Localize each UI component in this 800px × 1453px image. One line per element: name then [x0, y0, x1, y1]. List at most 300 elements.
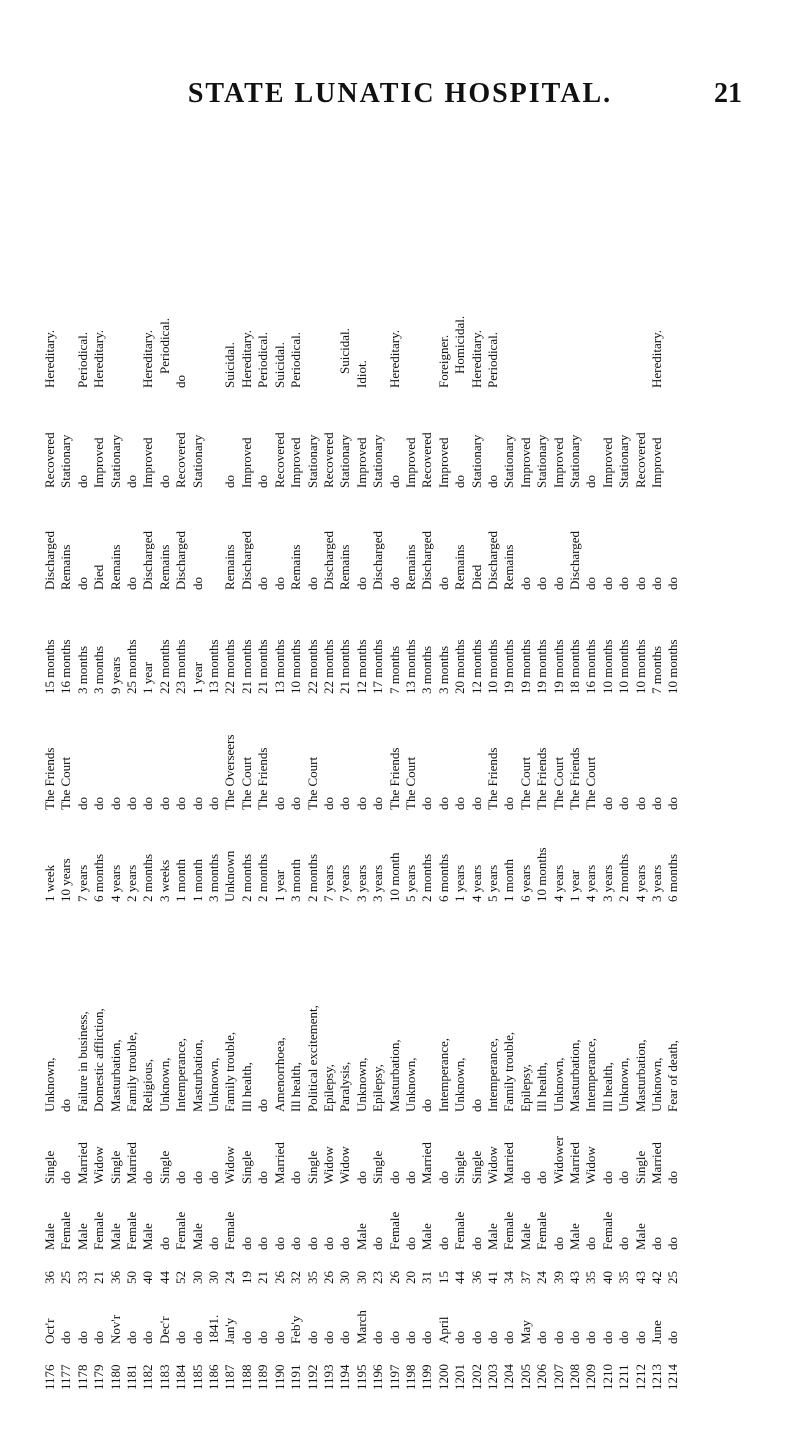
admission-date-cell: March	[353, 1310, 369, 1344]
time-in-hospital-cell: 3 months	[419, 645, 435, 694]
patient-age-cell: 40	[140, 1271, 156, 1284]
duration-before-admission-cell: 7 years	[74, 864, 90, 902]
condition-cell: Improved	[517, 437, 533, 488]
condition-cell	[665, 390, 681, 490]
condition-cell: Improved	[402, 437, 418, 488]
supposed-cause-cell: Unknown,	[550, 1057, 566, 1112]
time-in-hospital-cell: 10 months	[484, 639, 500, 694]
result-cell: Remains	[156, 544, 172, 590]
time-in-hospital-cell: 21 months	[337, 639, 353, 694]
time-in-hospital-cell: 19 months	[534, 639, 550, 694]
table-row	[124, 4, 140, 1392]
committed-by-cell: do	[189, 797, 205, 810]
patient-age-cell: 43	[632, 1271, 648, 1284]
patient-number-cell: 1187	[222, 1364, 238, 1390]
time-in-hospital-cell: 3 months	[91, 645, 107, 694]
patient-number-cell: 1210	[599, 1364, 615, 1390]
committed-by-cell: The Court	[238, 756, 254, 810]
condition-cell: Improved	[91, 437, 107, 488]
patient-sex-cell: Female	[534, 1211, 550, 1250]
result-cell: Remains	[58, 544, 74, 590]
duration-before-admission-cell: 6 months	[435, 853, 451, 902]
committed-by-cell: do	[468, 797, 484, 810]
table-row	[206, 4, 222, 1392]
civil-condition-cell: Married	[124, 1142, 140, 1184]
patient-number-cell: 1207	[550, 1364, 566, 1390]
patient-sex-cell: Male	[517, 1223, 533, 1250]
condition-cell: Improved	[649, 437, 665, 488]
supposed-cause-cell: Ill health,	[288, 1062, 304, 1112]
patient-sex-cell: do	[288, 1237, 304, 1250]
supposed-cause-cell: Family trouble,	[222, 1031, 238, 1112]
patient-sex-cell: Female	[599, 1211, 615, 1250]
patient-number-cell: 1195	[353, 1364, 369, 1390]
duration-before-admission-cell: 10 months	[534, 847, 550, 902]
patient-age-cell: 44	[156, 1271, 172, 1284]
remarks-cell: Idiot.	[353, 360, 369, 388]
duration-before-admission-cell: 2 months	[304, 853, 320, 902]
patient-number-cell: 1188	[238, 1364, 254, 1390]
supposed-cause-cell: Epilepsy,	[370, 1064, 386, 1112]
admission-date-cell: May	[517, 1320, 533, 1344]
duration-before-admission-cell: 7 years	[320, 864, 336, 902]
duration-before-admission-cell: 6 months	[665, 853, 681, 902]
table-row	[436, 4, 452, 1392]
patient-sex-cell: do	[271, 1237, 287, 1250]
duration-before-admission-cell: 1 month	[173, 859, 189, 902]
condition-cell: do	[255, 475, 271, 488]
committed-by-cell: do	[271, 797, 287, 810]
result-cell: do	[665, 577, 681, 590]
patient-age-cell: 30	[189, 1271, 205, 1284]
civil-condition-cell: Married	[567, 1142, 582, 1184]
condition-cell: Recovered	[271, 432, 287, 488]
patient-number-cell: 1201	[452, 1364, 468, 1390]
result-cell: do	[435, 577, 451, 590]
time-in-hospital-cell: 1 year	[140, 661, 156, 694]
admission-date-cell: do	[550, 1331, 566, 1344]
patient-age-cell: 40	[599, 1271, 615, 1284]
admission-date-cell: do	[271, 1331, 287, 1344]
duration-before-admission-cell: 6 years	[517, 864, 533, 902]
admission-date-cell: do	[91, 1331, 107, 1344]
supposed-cause-cell: Family trouble,	[124, 1031, 140, 1112]
time-in-hospital-cell: 19 months	[517, 639, 533, 694]
supposed-cause-cell: do	[255, 1099, 271, 1112]
patient-sex-cell: do	[320, 1237, 336, 1250]
time-in-hospital-cell: 20 months	[452, 639, 468, 694]
committed-by-cell: do	[173, 797, 189, 810]
supposed-cause-cell: Unknown,	[616, 1057, 632, 1112]
patient-sex-cell: do	[255, 1237, 271, 1250]
committed-by-cell: do	[74, 797, 90, 810]
admission-date-cell: do	[189, 1331, 205, 1344]
table-row	[600, 4, 616, 1392]
condition-cell: Improved	[550, 437, 566, 488]
admission-date-cell: do	[583, 1331, 599, 1344]
duration-before-admission-cell: 5 years	[484, 864, 500, 902]
patient-sex-cell: Male	[419, 1223, 435, 1250]
result-cell: Remains	[288, 544, 304, 590]
committed-by-cell: The Court	[517, 756, 533, 810]
remarks-cell	[452, 4, 468, 390]
time-in-hospital-cell: 22 months	[320, 639, 336, 694]
remarks-cell: do	[173, 375, 189, 388]
patient-number-cell: 1214	[665, 1364, 681, 1390]
patient-age-cell: 35	[583, 1271, 599, 1284]
patient-age-cell: 35	[616, 1271, 632, 1284]
patient-age-cell: 26	[386, 1271, 402, 1284]
duration-before-admission-cell: 10 years	[58, 858, 74, 902]
duration-before-admission-cell: 1 year	[567, 869, 582, 902]
result-cell: do	[189, 577, 205, 590]
patient-number-cell: 1206	[534, 1364, 550, 1390]
result-cell: do	[271, 577, 287, 590]
page-number: 21	[714, 78, 742, 109]
patient-age-cell: 24	[222, 1271, 238, 1284]
table-row	[469, 4, 485, 1392]
remarks-cell	[583, 4, 599, 390]
remarks-cell: Periodical.	[255, 332, 271, 388]
committed-by-cell: The Friends	[386, 747, 402, 810]
remarks-cell	[108, 4, 124, 390]
civil-condition-cell: Widow	[320, 1146, 336, 1184]
patient-number-cell: 1212	[632, 1364, 648, 1390]
supposed-cause-cell: Masturbation,	[632, 1039, 648, 1112]
table-row	[190, 4, 206, 1392]
patient-sex-cell: do	[550, 1237, 566, 1250]
committed-by-cell: do	[616, 797, 632, 810]
patient-age-cell: 26	[271, 1271, 287, 1284]
supposed-cause-cell: Masturbation,	[386, 1039, 402, 1112]
civil-condition-cell: Single	[156, 1150, 172, 1184]
supposed-cause-cell: Failure in business,	[74, 1011, 90, 1112]
condition-cell: Improved	[288, 437, 304, 488]
remarks-cell: Periodical.	[288, 332, 304, 388]
remark-note: Suicidal.	[337, 328, 353, 374]
result-cell: Discharged	[484, 531, 500, 590]
admission-date-cell: do	[452, 1331, 468, 1344]
patient-age-cell: 36	[468, 1271, 484, 1284]
admission-date-cell: do	[386, 1331, 402, 1344]
time-in-hospital-cell: 7 months	[386, 645, 402, 694]
patient-sex-cell: do	[238, 1237, 254, 1250]
condition-cell: do	[156, 475, 172, 488]
duration-before-admission-cell: 10 month	[386, 852, 402, 902]
admission-date-cell: do	[632, 1331, 648, 1344]
patient-age-cell: 30	[337, 1271, 353, 1284]
admission-date-cell: Jan'y	[222, 1317, 238, 1344]
civil-condition-cell: do	[255, 1171, 271, 1184]
patient-number-cell: 1183	[156, 1364, 172, 1390]
committed-by-cell: do	[452, 797, 468, 810]
civil-condition-cell: Widow	[337, 1146, 353, 1184]
condition-cell: Improved	[353, 437, 369, 488]
result-cell: Discharged	[42, 531, 57, 590]
condition-cell: Recovered	[632, 432, 648, 488]
civil-condition-cell: Widower	[550, 1136, 566, 1184]
condition-cell	[206, 390, 222, 490]
patient-age-cell: 36	[42, 1271, 57, 1284]
patient-number-cell: 1198	[402, 1364, 418, 1390]
result-cell: Died	[468, 564, 484, 590]
duration-before-admission-cell: 3 years	[599, 864, 615, 902]
condition-cell: Stationary	[107, 434, 123, 488]
table-row	[616, 4, 632, 1392]
table-row	[173, 4, 189, 1392]
patient-sex-cell: Female	[222, 1211, 238, 1250]
remarks-cell: Periodical.	[74, 332, 90, 388]
civil-condition-cell: Single	[370, 1150, 386, 1184]
patient-sex-cell: do	[156, 1237, 172, 1250]
duration-before-admission-cell: 4 years	[583, 864, 599, 902]
remarks-cell: Foreigner.	[435, 334, 451, 388]
result-cell: do	[517, 577, 533, 590]
table-row	[239, 4, 255, 1392]
table-row	[75, 4, 91, 1392]
table-row	[222, 4, 238, 1392]
civil-condition-cell: do	[616, 1171, 632, 1184]
committed-by-cell: do	[288, 797, 304, 810]
time-in-hospital-cell: 3 months	[435, 645, 451, 694]
patient-number-cell: 1179	[91, 1364, 107, 1390]
supposed-cause-cell: Unknown,	[156, 1057, 172, 1112]
remarks-cell: Hereditary.	[42, 330, 57, 388]
duration-before-admission-cell: Unknown	[222, 850, 238, 902]
condition-cell: Stationary	[616, 434, 632, 488]
supposed-cause-cell: Intemperance,	[435, 1038, 451, 1112]
condition-cell: Stationary	[501, 434, 517, 488]
patient-age-cell: 25	[665, 1271, 681, 1284]
remarks-cell	[616, 4, 632, 390]
time-in-hospital-cell: 23 months	[173, 639, 189, 694]
patient-sex-cell: Male	[107, 1223, 123, 1250]
admission-date-cell: do	[320, 1331, 336, 1344]
patient-sex-cell: Male	[42, 1223, 57, 1250]
time-in-hospital-cell: 21 months	[238, 639, 254, 694]
patient-age-cell: 33	[74, 1271, 90, 1284]
condition-cell: do	[222, 475, 238, 488]
table-row	[354, 4, 370, 1392]
patient-sex-cell: Male	[140, 1223, 156, 1250]
table-row	[501, 4, 517, 1392]
remarks-cell: Hereditary.	[386, 330, 402, 388]
committed-by-cell: do	[320, 797, 336, 810]
admission-date-cell: June	[649, 1320, 665, 1344]
condition-cell: Stationary	[567, 434, 582, 488]
table-row	[58, 4, 74, 1392]
admission-date-cell: do	[58, 1331, 74, 1344]
condition-cell: Stationary	[534, 434, 550, 488]
remarks-cell	[633, 4, 649, 390]
admission-date-cell: Dec'r	[156, 1316, 172, 1344]
supposed-cause-cell: Intemperance,	[583, 1038, 599, 1112]
patient-number-cell: 1178	[74, 1364, 90, 1390]
remarks-cell	[501, 4, 517, 390]
patient-age-cell: 21	[255, 1271, 271, 1284]
patient-age-cell: 25	[58, 1271, 74, 1284]
register-table	[42, 4, 682, 1392]
result-cell: do	[353, 577, 369, 590]
duration-before-admission-cell: 4 years	[632, 864, 648, 902]
condition-cell: do	[452, 475, 468, 488]
civil-condition-cell: do	[402, 1171, 418, 1184]
result-cell: Remains	[107, 544, 123, 590]
patient-number-cell: 1181	[124, 1364, 140, 1390]
committed-by-cell: do	[107, 797, 123, 810]
patient-age-cell: 32	[288, 1271, 304, 1284]
condition-cell: do	[74, 475, 90, 488]
civil-condition-cell: Single	[42, 1150, 57, 1184]
duration-before-admission-cell: 3 month	[288, 859, 304, 902]
condition-cell: Stationary	[337, 434, 353, 488]
result-cell: do	[632, 577, 648, 590]
patient-number-cell: 1194	[337, 1364, 353, 1390]
patient-sex-cell: Male	[74, 1223, 90, 1250]
supposed-cause-cell: Political excitement,	[304, 1005, 320, 1112]
result-cell: do	[304, 577, 320, 590]
duration-before-admission-cell: 1 month	[501, 859, 517, 902]
patient-number-cell: 1204	[501, 1364, 517, 1390]
patient-sex-cell: do	[649, 1237, 665, 1250]
condition-cell: Stationary	[58, 434, 74, 488]
supposed-cause-cell: Religious,	[140, 1058, 156, 1112]
patient-age-cell: 43	[567, 1271, 582, 1284]
supposed-cause-cell: Unknown,	[402, 1057, 418, 1112]
result-cell: do	[649, 577, 665, 590]
patient-number-cell: 1192	[304, 1364, 320, 1390]
table-row	[91, 4, 107, 1392]
duration-before-admission-cell: 2 months	[419, 853, 435, 902]
time-in-hospital-cell: 21 months	[255, 639, 271, 694]
time-in-hospital-cell: 9 years	[107, 656, 123, 694]
patient-sex-cell: Male	[353, 1223, 369, 1250]
admission-date-cell: 1841.	[206, 1314, 222, 1344]
duration-before-admission-cell: 2 years	[124, 864, 140, 902]
time-in-hospital-cell: 12 months	[468, 639, 484, 694]
duration-before-admission-cell: 3 years	[370, 864, 386, 902]
duration-before-admission-cell: 3 months	[206, 853, 222, 902]
civil-condition-cell: Widow	[484, 1146, 500, 1184]
patient-number-cell: 1200	[435, 1364, 451, 1390]
patient-age-cell: 19	[238, 1271, 254, 1284]
committed-by-cell: do	[501, 797, 517, 810]
patient-sex-cell: do	[370, 1237, 386, 1250]
civil-condition-cell: do	[353, 1171, 369, 1184]
result-cell: do	[550, 577, 566, 590]
patient-sex-cell: do	[206, 1237, 222, 1250]
admission-date-cell: do	[567, 1331, 582, 1344]
table-row	[403, 4, 419, 1392]
supposed-cause-cell: Unknown,	[452, 1057, 468, 1112]
result-cell: do	[583, 577, 599, 590]
civil-condition-cell: do	[534, 1171, 550, 1184]
patient-age-cell: 42	[649, 1271, 665, 1284]
patient-age-cell: 41	[484, 1271, 500, 1284]
patient-number-cell: 1202	[468, 1364, 484, 1390]
supposed-cause-cell: Fear of death,	[665, 1040, 681, 1112]
result-cell: do	[74, 577, 90, 590]
admission-date-cell: do	[124, 1331, 140, 1344]
civil-condition-cell: do	[665, 1171, 681, 1184]
admission-date-cell: do	[419, 1331, 435, 1344]
patient-number-cell: 1197	[386, 1364, 402, 1390]
civil-condition-cell: do	[288, 1171, 304, 1184]
table-row	[583, 4, 599, 1392]
admission-date-cell: do	[140, 1331, 156, 1344]
committed-by-cell: The Friends	[534, 747, 550, 810]
committed-by-cell: do	[435, 797, 451, 810]
admission-date-cell: do	[484, 1331, 500, 1344]
page-title: STATE LUNATIC HOSPITAL.	[187, 78, 613, 109]
supposed-cause-cell: Family trouble,	[501, 1031, 517, 1112]
result-cell: Discharged	[567, 531, 582, 590]
patient-sex-cell: Female	[124, 1211, 140, 1250]
admission-date-cell: do	[534, 1331, 550, 1344]
duration-before-admission-cell: 4 years	[550, 864, 566, 902]
committed-by-cell: do	[370, 797, 386, 810]
patient-sex-cell: do	[616, 1237, 632, 1250]
remarks-cell	[321, 4, 337, 390]
remarks-cell	[124, 4, 140, 390]
supposed-cause-cell: Paralysis,	[337, 1061, 353, 1112]
patient-sex-cell: do	[337, 1237, 353, 1250]
supposed-cause-cell: Masturbation,	[189, 1039, 205, 1112]
patient-number-cell: 1193	[320, 1364, 336, 1390]
condition-cell: do	[124, 475, 140, 488]
patient-age-cell: 26	[320, 1271, 336, 1284]
committed-by-cell: do	[206, 797, 222, 810]
patient-sex-cell: Female	[386, 1211, 402, 1250]
result-cell	[206, 490, 222, 592]
condition-cell: Recovered	[42, 432, 57, 488]
table-row	[551, 4, 567, 1392]
result-cell: do	[386, 577, 402, 590]
civil-condition-cell: Married	[271, 1142, 287, 1184]
result-cell: do	[616, 577, 632, 590]
committed-by-cell: do	[419, 797, 435, 810]
time-in-hospital-cell: 19 months	[550, 639, 566, 694]
duration-before-admission-cell: 3 years	[649, 864, 665, 902]
remarks-cell: Hereditary.	[468, 330, 484, 388]
table-row	[108, 4, 124, 1392]
supposed-cause-cell: do	[419, 1099, 435, 1112]
table-row	[42, 4, 58, 1392]
remarks-cell	[190, 4, 206, 390]
civil-condition-cell: do	[140, 1171, 156, 1184]
remarks-cell	[305, 4, 321, 390]
supposed-cause-cell: Masturbation,	[107, 1039, 123, 1112]
supposed-cause-cell: Unknown,	[353, 1057, 369, 1112]
committed-by-cell: do	[353, 797, 369, 810]
civil-condition-cell: Widow	[583, 1146, 599, 1184]
time-in-hospital-cell: 18 months	[567, 639, 582, 694]
admission-date-cell: do	[616, 1331, 632, 1344]
patient-age-cell: 24	[534, 1271, 550, 1284]
patient-age-cell: 44	[452, 1271, 468, 1284]
duration-before-admission-cell: 4 years	[468, 864, 484, 902]
civil-condition-cell: do	[58, 1171, 74, 1184]
patient-age-cell: 20	[402, 1271, 418, 1284]
table-row	[387, 4, 403, 1392]
committed-by-cell: do	[665, 797, 681, 810]
result-cell: Remains	[501, 544, 517, 590]
civil-condition-cell: do	[599, 1171, 615, 1184]
result-cell: Discharged	[370, 531, 386, 590]
time-in-hospital-cell: 10 months	[632, 639, 648, 694]
patient-age-cell: 50	[124, 1271, 140, 1284]
admission-date-cell: do	[370, 1331, 386, 1344]
